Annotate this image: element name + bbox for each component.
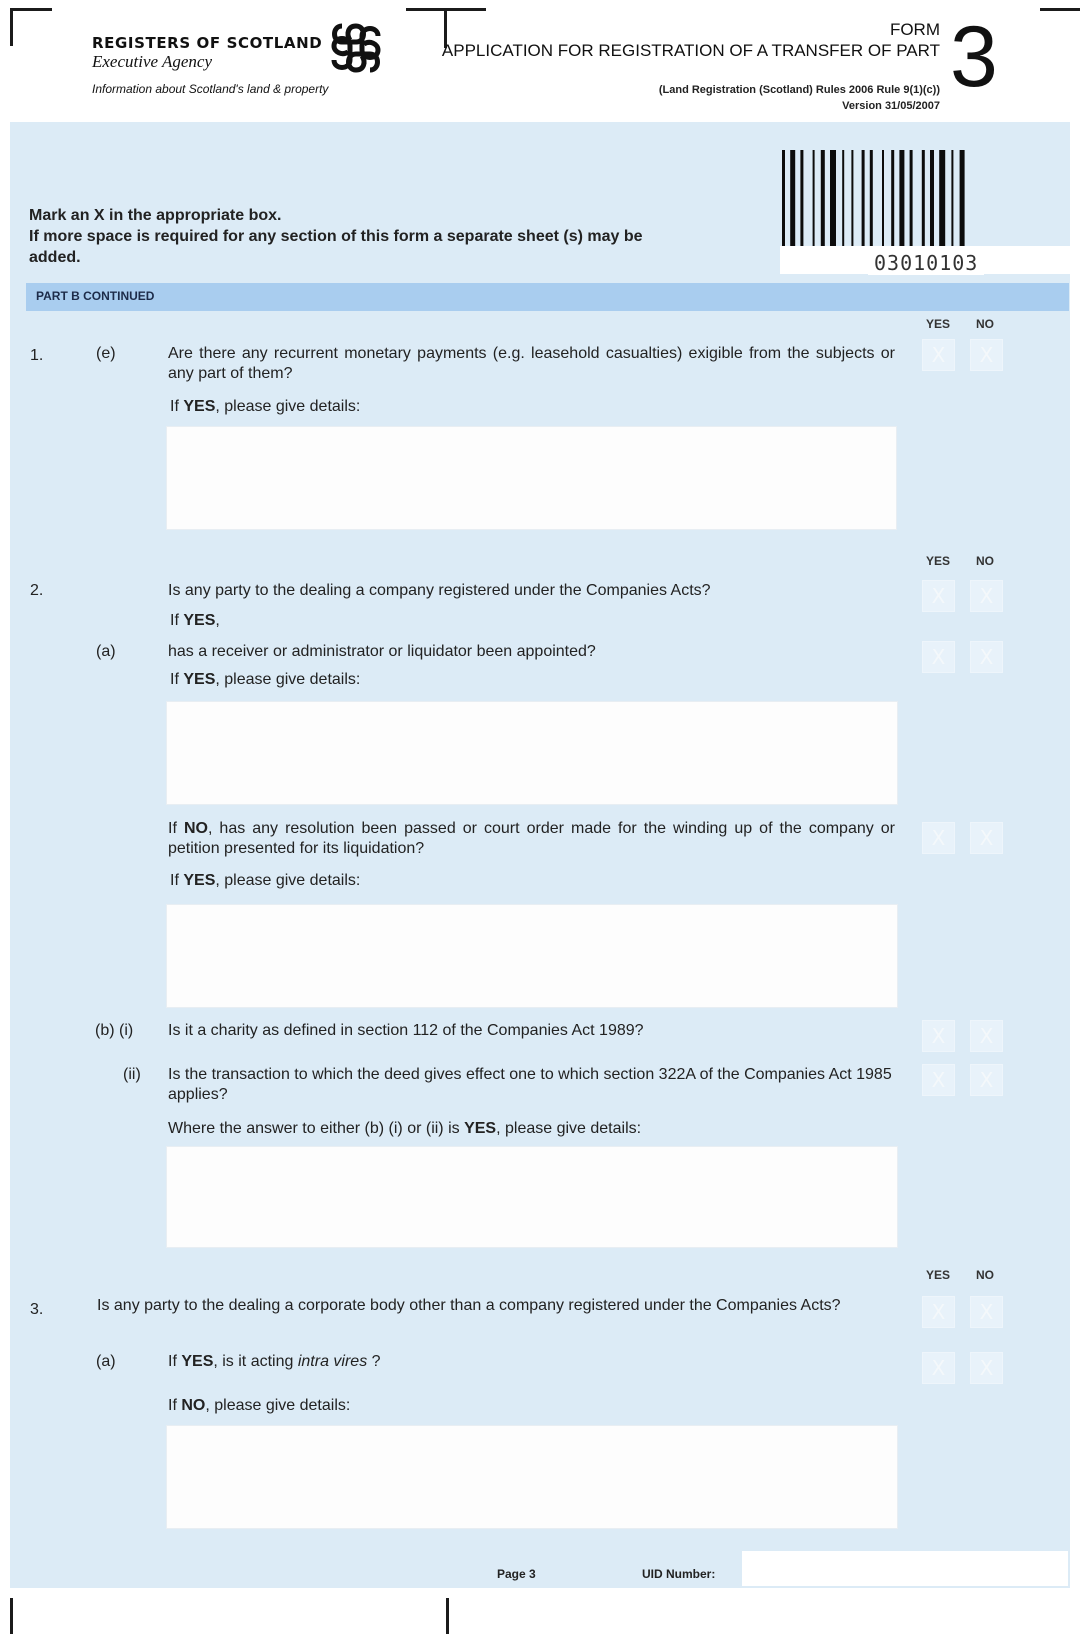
crop-mark-bottom-left-v	[10, 1598, 13, 1634]
crop-mark-top-left-v	[10, 8, 13, 46]
q2-no-checkbox-glyph: X	[979, 584, 994, 608]
q1e-if-word: YES	[183, 398, 216, 415]
barcode-bar	[882, 150, 884, 246]
q1e-if-suffix: , please give details:	[215, 398, 361, 415]
q2b-i-label: (b) (i)	[95, 1022, 134, 1039]
q2a-yes-checkbox-glyph: X	[931, 645, 946, 669]
q2a-no-text: , has any resolution been passed or court order made for the winding up of the company or petition presented for its liquidation?	[168, 820, 896, 857]
crop-mark-bottom-center-v	[446, 1598, 449, 1634]
q2b-ii-no-checkbox-glyph: X	[979, 1068, 994, 1092]
q2a-no-if-suffix: , please give details:	[215, 872, 361, 889]
q2a-no-details-field[interactable]	[166, 904, 898, 1008]
q2a-no-yes-checkbox-glyph: X	[931, 826, 946, 850]
org-subtitle: Executive Agency	[92, 52, 213, 71]
q2b-where-prefix: Where the answer to either (b) (i) or (ii) is	[168, 1120, 465, 1137]
question-3-text: Is any party to the dealing a corporate body other than a company registered under the Companies Acts?	[97, 1297, 841, 1314]
q2-yes-checkbox-glyph: X	[931, 584, 946, 608]
q3a-word: YES	[181, 1353, 214, 1370]
instructions	[29, 205, 729, 268]
uid-number-field[interactable]	[742, 1551, 1068, 1586]
barcode-bar	[851, 150, 853, 246]
q2a-no-word: NO	[183, 820, 208, 837]
barcode-bar	[800, 150, 803, 246]
q2a-if-word: YES	[183, 671, 216, 688]
barcode-bar	[813, 150, 815, 246]
q2b-ii-no-checkbox[interactable]	[970, 1064, 1003, 1096]
q2b-where-suffix: , please give details:	[496, 1120, 642, 1137]
q2b-ii-text: Is the transaction to which the deed gives effect one to which section 322A of the Companies Act 1985 applies?	[168, 1066, 892, 1103]
instruction-line-2: If more space is required for any section of this form a separate sheet (s) may be added.	[29, 228, 643, 266]
q2-yes-checkbox[interactable]	[922, 580, 955, 612]
q1e-yes-checkbox-glyph: X	[931, 343, 946, 367]
question-1e-text: Are there any recurrent monetary payments (e.g. leasehold casualties) exigible from the subjects or any part of them?	[168, 345, 895, 382]
q3a-details-field[interactable]	[166, 1425, 898, 1529]
registers-of-scotland-logo	[328, 20, 384, 76]
q3-no-suffix: , please give details:	[205, 1397, 351, 1414]
page-number: Page 3	[497, 1567, 536, 1581]
q2b-i-text: Is it a charity as defined in section 112 of the Companies Act 1989?	[168, 1022, 644, 1039]
barcode-bar	[830, 150, 836, 246]
q2a-text: has a receiver or administrator or liquidator been appointed?	[168, 643, 596, 660]
q2-if-yes-label	[170, 611, 220, 631]
part-header-label: PART B CONTINUED	[36, 289, 155, 303]
q1e-details-prompt	[170, 397, 360, 417]
barcode-bar	[910, 150, 913, 246]
barcode	[780, 150, 1070, 246]
q2b-ii-label: (ii)	[123, 1066, 141, 1083]
form-number: 3	[950, 9, 998, 105]
q1e-yes-checkbox[interactable]	[922, 339, 955, 371]
q2a-no-yes-checkbox[interactable]	[922, 822, 955, 854]
q2a-details-prompt	[170, 670, 360, 690]
form-label: FORM	[889, 20, 940, 39]
q3-no-word: NO	[181, 1397, 206, 1414]
q3a-yes-checkbox-glyph: X	[931, 1356, 946, 1380]
barcode-bar	[891, 150, 894, 246]
q3-yes-checkbox-glyph: X	[931, 1300, 946, 1324]
q2b-details-prompt	[168, 1119, 641, 1139]
q3a-label: (a)	[96, 1353, 116, 1370]
q1e-no-checkbox[interactable]	[970, 339, 1003, 371]
q2a-no-question	[168, 819, 895, 859]
q3-no-checkbox-glyph: X	[979, 1300, 994, 1324]
barcode-bar	[960, 150, 965, 246]
barcode-bar	[951, 150, 953, 246]
q2a-no-details-prompt	[170, 871, 360, 891]
barcode-bar	[930, 150, 934, 246]
org-name: REGISTERS OF SCOTLAND	[92, 34, 323, 52]
yes-column-label-3: YES	[926, 1268, 951, 1282]
yes-column-label: YES	[926, 317, 951, 331]
no-column-label-2: NO	[976, 554, 994, 568]
q2a-no-no-checkbox[interactable]	[970, 822, 1003, 854]
q3a-middle: , is it acting	[213, 1353, 298, 1370]
uid-label: UID Number:	[642, 1567, 716, 1581]
barcode-bar	[790, 150, 795, 246]
q2a-no-prefix: If	[168, 820, 184, 837]
q3a-no-checkbox[interactable]	[970, 1352, 1003, 1384]
barcode-bar	[842, 150, 844, 246]
barcode-bar	[821, 150, 825, 246]
barcode-number: 03010103	[868, 251, 984, 275]
form-rules: (Land Registration (Scotland) Rules 2006 Rule 9(1)(c))	[658, 84, 940, 96]
q1e-if-prefix: If	[170, 398, 184, 415]
no-column-label-3: NO	[976, 1268, 994, 1282]
q3-no-prefix: If	[168, 1397, 182, 1414]
instruction-line-1: Mark an X in the appropriate box.	[29, 207, 282, 224]
q3-no-checkbox[interactable]	[970, 1296, 1003, 1328]
q1e-details-field[interactable]	[166, 426, 897, 530]
q2b-ii-yes-checkbox-glyph: X	[931, 1068, 946, 1092]
q3a-suffix: ?	[367, 1353, 381, 1370]
q2a-no-if-word: YES	[183, 872, 216, 889]
org-tagline: Information about Scotland's land & property	[92, 82, 329, 96]
q2b-ii-yes-checkbox[interactable]	[922, 1064, 955, 1096]
crop-mark-top-left-h	[10, 8, 52, 11]
q2a-no-no-checkbox-glyph: X	[979, 826, 994, 850]
barcode-bar	[862, 150, 865, 246]
question-2-number: 2.	[30, 582, 44, 599]
q2-no-checkbox[interactable]	[970, 580, 1003, 612]
question-3-number: 3.	[30, 1301, 44, 1318]
yes-column-label-2: YES	[926, 554, 951, 568]
q2-if-word: YES	[183, 612, 216, 629]
q2-if-prefix: If	[170, 612, 184, 629]
q2b-i-no-checkbox-glyph: X	[979, 1024, 994, 1048]
barcode-bar	[870, 150, 873, 246]
question-1-number: 1.	[30, 347, 44, 364]
part-header-bar	[26, 283, 1069, 311]
q3a-italic: intra vires	[297, 1353, 368, 1370]
q2b-i-yes-checkbox[interactable]	[922, 1020, 955, 1052]
q1e-no-checkbox-glyph: X	[979, 343, 994, 367]
q3-yes-checkbox[interactable]	[922, 1296, 955, 1328]
q2a-details-field[interactable]	[166, 701, 898, 805]
q2a-no-if-prefix: If	[170, 872, 184, 889]
q3a-text	[168, 1352, 381, 1372]
q2-if-suffix: ,	[215, 612, 220, 629]
q2a-no-checkbox-glyph: X	[979, 645, 994, 669]
crop-mark-top-right-h	[1040, 8, 1080, 11]
q2a-if-suffix: , please give details:	[215, 671, 361, 688]
barcode-bar	[899, 150, 904, 246]
q2a-label: (a)	[96, 643, 116, 660]
q2b-details-field[interactable]	[166, 1146, 898, 1248]
barcode-bar	[922, 150, 925, 246]
q2a-yes-checkbox[interactable]	[922, 641, 955, 673]
barcode-bar	[782, 150, 785, 246]
q3a-no-checkbox-glyph: X	[979, 1356, 994, 1380]
q3a-prefix: If	[168, 1353, 182, 1370]
q2a-no-checkbox[interactable]	[970, 641, 1003, 673]
q3a-no-details-prompt	[168, 1396, 350, 1416]
form-version: Version 31/05/2007	[842, 100, 940, 112]
q2b-i-no-checkbox[interactable]	[970, 1020, 1003, 1052]
barcode-bar	[939, 150, 945, 246]
q2b-where-word: YES	[464, 1120, 497, 1137]
question-1-sub-label: (e)	[96, 345, 116, 362]
q2a-if-prefix: If	[170, 671, 184, 688]
form-title: APPLICATION FOR REGISTRATION OF A TRANSFER OF PART	[441, 41, 940, 60]
q2b-i-yes-checkbox-glyph: X	[931, 1024, 946, 1048]
no-column-label: NO	[976, 317, 994, 331]
q3a-yes-checkbox[interactable]	[922, 1352, 955, 1384]
question-2-text: Is any party to the dealing a company registered under the Companies Acts?	[168, 582, 711, 599]
